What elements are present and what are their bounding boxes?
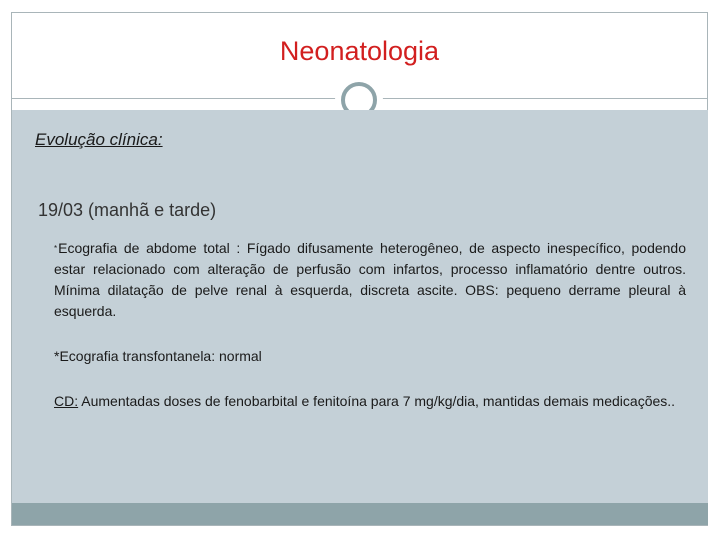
conduct-text: Aumentadas doses de fenobarbital e fenitoína para 7 mg/kg/dia, mantidas demais medicações.. <box>78 393 676 409</box>
slide-title: Neonatologia <box>279 36 440 66</box>
section-heading: Evolução clínica: <box>35 130 163 149</box>
ultrasound-abdomen-paragraph <box>54 238 686 322</box>
ultrasound-transfontanelle-paragraph: *Ecografia transfontanela: normal <box>54 348 262 364</box>
conduct-paragraph <box>54 391 686 412</box>
footer-bar <box>12 503 708 525</box>
date-line: 19/03 (manhã e tarde) <box>38 200 217 220</box>
bullet-marker: * <box>54 244 58 253</box>
ultrasound-abdomen-text: Ecografia de abdome total : Fígado difusamente heterogêneo, de aspecto inespecífico, podendo estar relacionado com alteração de perfusão com infartos, processo inflamatório dentre outros. Mínima dilatação de pelve renal à esquerda, discreta ascite. OBS: pequeno derrame pleural à esquerda. <box>54 240 686 319</box>
conduct-label: CD: <box>54 393 79 409</box>
